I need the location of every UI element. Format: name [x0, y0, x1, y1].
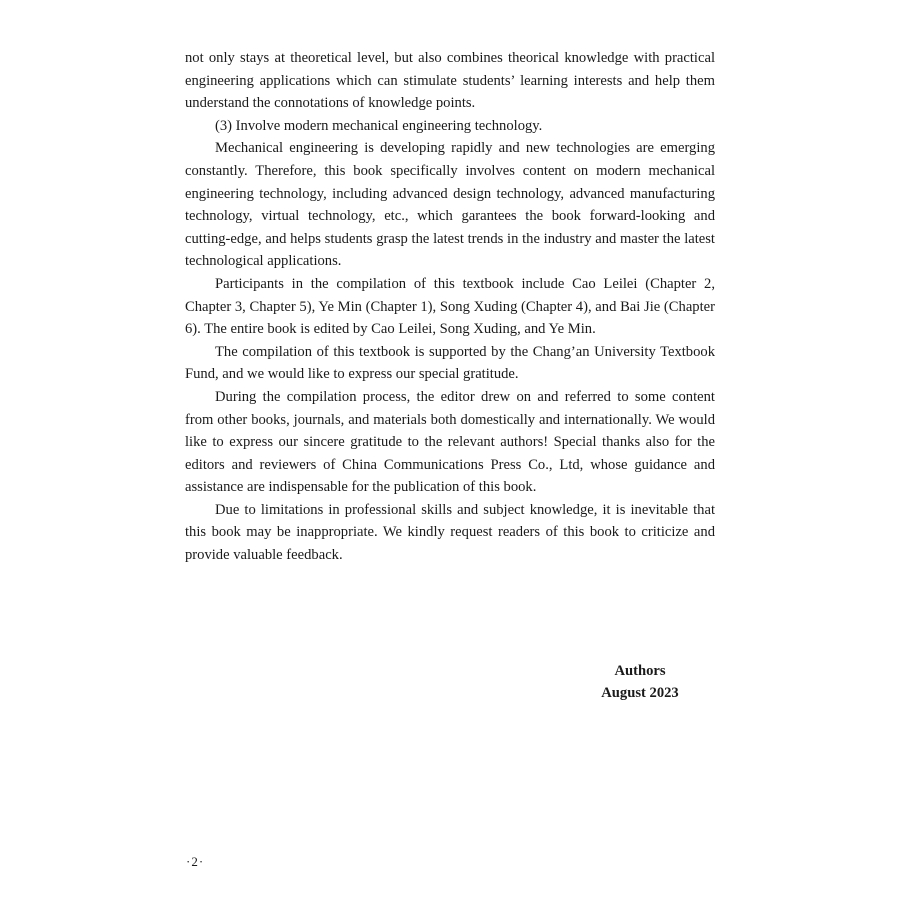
paragraph-continuation: not only stays at theoretical level, but also combines theorical knowledge with practical engineering applications which can stimulate students’ learning interests and help them understand the connotations of knowledge points. [185, 50, 715, 112]
paragraph-funding: The compilation of this textbook is supported by the Chang’an University Textbook Fund, and we would like to express our special gratitude. [185, 343, 715, 383]
signature-block [560, 660, 720, 704]
signature-date: August 2023 [601, 685, 679, 701]
paragraph-acknowledgements: During the compilation process, the editor drew on and referred to some content from other books, journals, and materials both domestically and internationally. We would like to express our sincere gratitude to the relevant authors! Special thanks also for the editors and reviewers of China Communications Press Co., Ltd, whose guidance and assistance are indispensable for the publication of this book. [185, 388, 715, 496]
paragraph-limitations: Due to limitations in professional skills and subject knowledge, it is inevitable that this book may be inappropriate. We kindly request readers of this book to criticize and provide valuable feedback. [185, 501, 715, 564]
body-text [185, 47, 715, 567]
paragraph-list-item-3: (3) Involve modern mechanical engineering technology. [215, 117, 543, 134]
paragraph-modern-technology: Mechanical engineering is developing rapidly and new technologies are emerging constantly. Therefore, this book specifically involves content on modern mechanical engineering technology, including advanced design technology, advanced manufacturing technology, virtual technology, etc., which garantees the book forward-looking and cutting-edge, and helps students grasp the latest trends in the industry and master the latest technological applications. [185, 140, 715, 270]
paragraph-participants: Participants in the compilation of this textbook include Cao Leilei (Chapter 2, Chapter 3, Chapter 5), Ye Min (Chapter 1), Song Xuding (Chapter 4), and Bai Jie (Chapter 6). The entire book is edited by Cao Leilei, Song Xuding, and Ye Min. [185, 275, 715, 338]
page-number: ·2· [186, 854, 205, 869]
signature-authors: Authors [614, 663, 666, 679]
